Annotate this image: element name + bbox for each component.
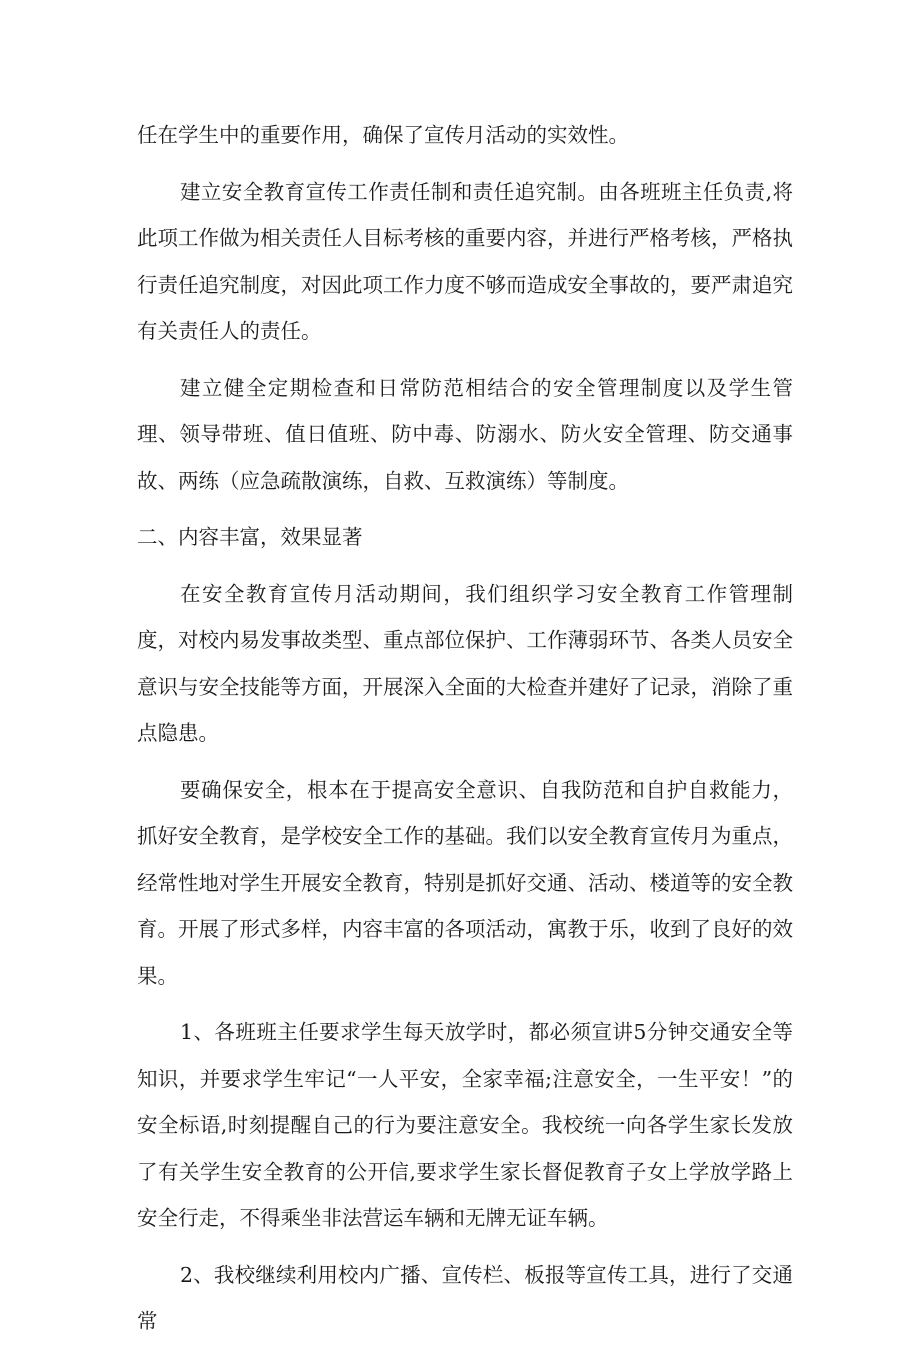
section-heading: 二、内容丰富，效果显著 [137,525,363,549]
paragraph-inspection: 在安全教育宣传月活动期间，我们组织学习安全教育工作管理制度，对校内易发事故类型、重点部位保护、工作薄弱环节、各类人员安全意识与安全技能等方面，开展深入全面的大检查并建好了记录，消除了重点隐患。 [137,581,793,745]
paragraph-responsibility-system: 建立安全教育宣传工作责任制和责任追究制。由各班班主任负责,将此项工作做为相关责任人目标考核的重要内容，并进行严格考核，严格执行责任追究制度，对因此项工作力度不够而造成安全事故的，要严肃追究有关责任人的责任。 [137,179,793,343]
paragraph-continuation: 任在学生中的重要作用，确保了宣传月活动的实效性。 [137,123,629,147]
paragraph-management-system: 建立健全定期检查和日常防范相结合的安全管理制度以及学生管理、领导带班、值日值班、防中毒、防溺水、防火安全管理、防交通事故、两练（应急疏散演练，自救、互救演练）等制度。 [137,375,793,493]
paragraph-item-1: 1、各班班主任要求学生每天放学时，都必须宣讲5分钟交通安全等知识，并要求学生牢记“一人平安，全家幸福;注意安全，一生平安！”的安全标语,时刻提醒自己的行为要注意安全。我校统一向各学生家长发放了有关学生安全教育的公开信,要求学生家长督促教育子女上学放学路上安全行走，不得乘坐非法营运车辆和无牌无证车辆。 [137,1020,793,1230]
document-body [137,112,793,1355]
paragraph-safety-education: 要确保安全，根本在于提高安全意识、自我防范和自护自救能力，抓好安全教育，是学校安全工作的基础。我们以安全教育宣传月为重点，经常性地对学生开展安全教育，特别是抓好交通、活动、楼道等的安全教育。开展了形式多样，内容丰富的各项活动，寓教于乐，收到了良好的效果。 [137,777,793,988]
paragraph-item-2: 2、我校继续利用校内广播、宣传栏、板报等宣传工具，进行了交通常 [137,1262,793,1333]
